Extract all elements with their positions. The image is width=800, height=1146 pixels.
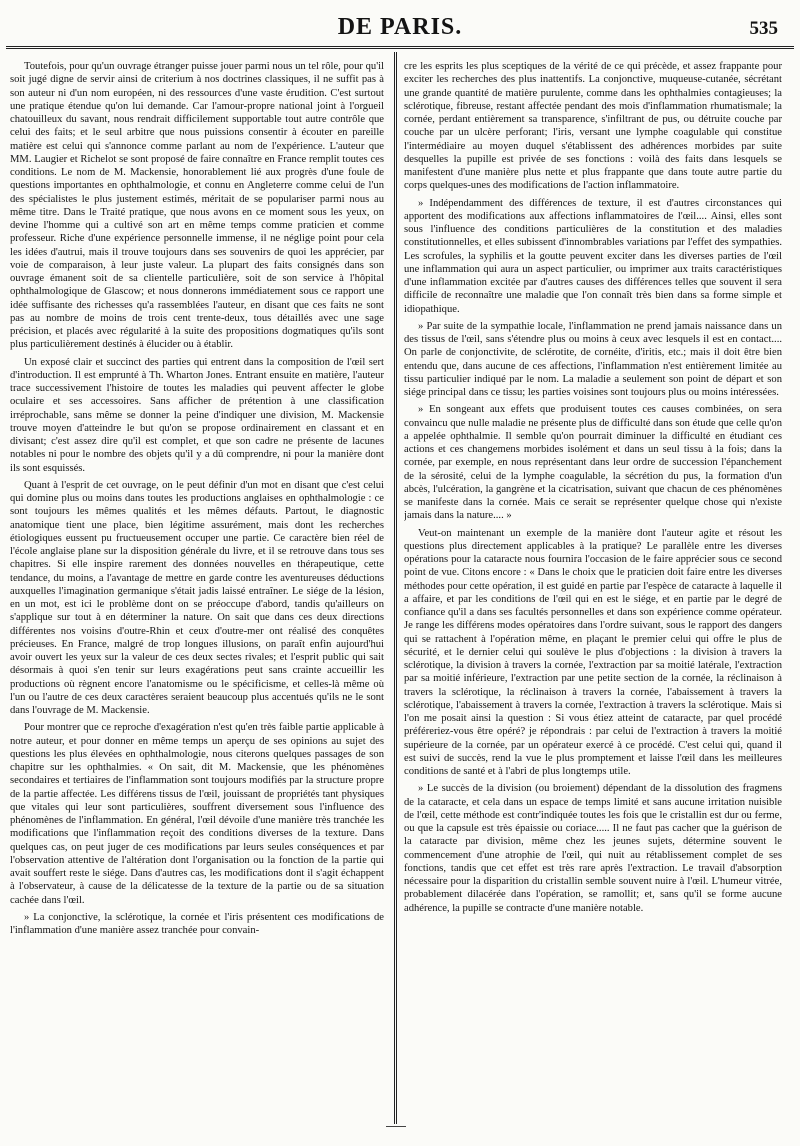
footer-rule bbox=[386, 1126, 406, 1127]
right-column bbox=[404, 60, 782, 1122]
paragraph: Quant à l'esprit de cet ouvrage, on le peut définir d'un mot en disant que c'est celui qui domine plus ou moins dans toutes les productions anglaises en ophthalmologie : ce sont toujours les mêmes qualités et les mêmes défauts. Partout, le diagnostic anatomique tient une place, bien légitime assurément, mais dont les recherches étiologiques eussent pu fructueusement occuper une partie. Ce caractère bien réel de l'école anglaise plane sur la disposition générale du livre, et il se retrouve dans tous ses chapitres. Si elle inspire rarement des données nouvelles en thérapeutique, cette tendance, du moins, a l'avantage de mettre en garde contre les aventureuses déductions auxquelles l'imagination germanique s'était jadis laissé entraîner. Le siége de la lésion, en un mot, est ici le problème dont on se préoccupe d'abord, tandis qu'ailleurs on s'applique sur tout à en déterminer la nature. On sait que dans ces deux directions différentes nos voisins d'outre-Rhin et ceux d'outre-mer ont réalisé des conquêtes précieuses. En France, malgré de trop longues illusions, on paraît enfin aujourd'hui avoir ouvert les yeux sur la valeur de ces deux sectes rivales; et l'esprit public qui sait désormais à quoi s'en tenir sur leurs exagérations peut sans crainte accueillir les productions où règnent encore l'anatomisme ou le spécificisme, et celles-là même où l'un ou l'autre de ces deux caractères seraient beaucoup plus accentués qu'ils ne le sont dans l'ouvrage de M. Mackensie. bbox=[10, 479, 384, 716]
paragraph: » Indépendamment des différences de texture, il est d'autres circonstances qui apportent des modifications aux affections inflammatoires de l'œil.... Ainsi, elles sont sous l'influence des conditions particulières de la constitution et des maladies constitutionnelles, et elles subissent d'innombrables variations par l'effet des sympathies. Les scrofules, la syphilis et la goutte peuvent exciter dans les diverses parties de l'œil une inflammation qui aura un aspect particulier, ou imprimer aux traits caractéristiques d'une inflammation excitée par d'autres causes des différences telles que souvent il sera difficile de reconnaître une maladie que l'on connaît très bien dans sa forme simple et idiopathique. bbox=[404, 197, 782, 315]
page-number: 535 bbox=[749, 18, 778, 39]
header-rule bbox=[6, 46, 794, 49]
paragraph: Veut-on maintenant un exemple de la manière dont l'auteur agite et résout les questions plus directement applicables à la pratique? Le parallèle entre les diverses opérations pour la cataracte nous fournira l'occasion de le faire apprécier sous ce second point de vue. Citons encore : « Dans le choix que le praticien doit faire entre les diverses méthodes pour cette opération, il est guidé en partie par l'espèce de cataracte à laquelle il a affaire, et par les conditions de l'œil qui en est le siége, et en partie par le degré de confiance qu'il a dans ses facultés personnelles et dans son expérience comme opérateur. Je range les différens modes opératoires dans l'ordre suivant, sous le rapport des dangers qui se rattachent à l'opération même, en plaçant le premier celui qui offre le plus de sécurité, et le dernier celui qui soulève le plus d'objections : la division à travers la sclérotique, la division à travers la cornée, l'extraction par sa moitié latérale, l'extraction par sa moitié inférieure, l'extraction par une petite section de la cornée, la réclinaison à travers la sclérotique, la réclinaison à travers la cornée, l'abaissement à travers la sclérotique, l'abaissement à travers la cornée, l'extraction à travers la sclérotique. Mais si l'on me posait ainsi la question : Si vous étiez atteint de cataracte, par quel procédé préféreriez-vous être opéré? je répondrais : par celui de l'extraction à travers la moitié supérieure de la cornée, par un opérateur exercé à ce procédé. C'est celui qui, quand il est suivi de succès, rend la vue le plus promptement et laisse l'œil dans les meilleures conditions de santé et à l'abri de plus longtemps utile. bbox=[404, 527, 782, 777]
paragraph: » En songeant aux effets que produisent toutes ces causes combinées, on sera convaincu que nulle maladie ne présente plus de difficulté dans son étude que celle qu'on a appelée ophthalmie. Il semble qu'on pourrait diminuer la difficulté en étudiant ces actions et ces changemens morbides isolément et dans un seul tissu à la fois; dans la cornée, par exemple, en nous représentant dans leur ordre de succession l'épanchement de la sérosité, celui de la lymphe coagulable, la sécrétion du pus, la formation d'un abcès, l'ulcération, la gangrène et la cicatrisation, suivant que chacun de ces phénomènes se manifeste dans la cornée. Mais ce serait se représenter quelque chose qui n'existe jamais dans la nature.... » bbox=[404, 404, 782, 522]
left-column bbox=[10, 60, 384, 1122]
paragraph: Un exposé clair et succinct des parties qui entrent dans la composition de l'œil sert d'introduction. Il est emprunté à Th. Wharton Jones. Entrant ensuite en matière, l'auteur trace successivement l'histoire de toutes les maladies qui peuvent affecter le globe oculaire et ses accessoires. Sans afficher de prétention à une classification irréprochable, sans même se donner la peine d'indiquer une division, M. Mackensie trouve moyen d'atteindre le but qu'on se propose ordinairement en classant et en divisant; c'est assez dire qu'il est complet, et que son cadre ne présente de lacunes notables ni pour le nombre des objets qu'il y a dû comprendre, ni pour la manière dont ils sont esquissés. bbox=[10, 356, 384, 474]
column-divider bbox=[394, 52, 397, 1124]
paragraph: » Par suite de la sympathie locale, l'inflammation ne prend jamais naissance dans un des tissus de l'œil, sans s'étendre plus ou moins à ceux avec lesquels il est en contact.... On parle de conjonctivite, de sclérotite, de cornéite, d'iritis, etc.; mais il doit être bien entendu que, dans aucune de ces affections, l'inflammation n'est entièrement limitée au tissu particulier indiqué par le nom. La maladie a seulement son point de départ et son siége principal dans ce tissu; les parties voisines sont toujours plus ou moins intéressées. bbox=[404, 320, 782, 398]
page-header bbox=[0, 0, 800, 60]
running-title: DE PARIS. bbox=[337, 14, 463, 40]
paragraph: » La conjonctive, la sclérotique, la cornée et l'iris présentent ces modifications de l'inflammation d'une manière assez tranchée pour convain- bbox=[10, 911, 384, 936]
paragraph: » Le succès de la division (ou broiement) dépendant de la dissolution des fragmens de la cataracte, et cela dans un espace de temps limité et sans aucune irritation nuisible de l'œil, cette méthode est contr'indiquée toutes les fois que le cristallin est dur ou ferme, ou que la capsule est très épaissie ou coriace..... Il ne faut pas cacher que la guérison de la cataracte par division, même chez les jeunes sujets, détermine souvent le commencement d'une atrophie de l'œil, qui nuit au rétablissement complet de ses fonctions, tandis que cet effet est très rare après l'extraction. Le travail d'absorption nécessaire pour la disparition du cristallin semble souvent nuire à l'œil. L'humeur vitrée, probablement dilacérée dans l'opération, se ramollit; et, sans qu'il se forme aucune adhérence, la pupille se contracte d'une manière notable. bbox=[404, 783, 782, 914]
paragraph: Toutefois, pour qu'un ouvrage étranger puisse jouer parmi nous un tel rôle, pour qu'il soit jugé digne de servir ainsi de criterium à nos doctrines classiques, il ne suffit pas à son auteur ni d'un nom européen, ni des ressources d'une vaste érudition. C'est surtout une pratique étendue qu'on lui demande. Car l'amour-propre national joint à l'orgueil chatouilleux du savant, nous rendrait difficilement supportable tout autre contrôle que celui des faits; et le seul arbitre que nous puissions consentir à écouter en pareille matière est celui qui s'annonce comme parlant au nom de l'expérience. L'auteur que MM. Laugier et Richelot se sont proposé de faire connaître en France remplit toutes ces conditions. Le nom de M. Mackensie, honorablement lié aux progrès d'une foule de questions importantes en ophthalmologie, et connu en Angleterre comme celui de l'un des spécialistes le plus justement estimés, méritait de se populariser parmi nous au même titre. Dans le Traité pratique, que nous avons en ce moment sous les yeux, on devine l'homme qui a cultivé son art en même temps comme praticien et comme professeur. Riche d'une expérience personnelle immense, il ne néglige point pour cela les idées d'autrui, mais il trouve toujours dans ses souvenirs de quoi les apprécier, par voie de comparaison, à leur juste valeur. La plupart des faits consignés dans son ouvrage émanent soit de sa clientelle particulière, soit de son service à l'hôpital ophthalmologique de Glascow; et nous donnerons immédiatement sous ce rapport une idée suffisante des richesses qu'a rassemblées l'auteur, en disant que ces faits ne sont pas au nombre de moins de trois cent trente-deux, tous détaillés avec une sage précision, et placés avec régularité à la suite des propositions dogmatiques qu'ils sont plus particulièrement destinés à élucider ou à établir. bbox=[10, 61, 384, 351]
paragraph: cre les esprits les plus sceptiques de la vérité de ce qui précède, et assez frappante pour exciter les recherches des plus inattentifs. La conjonctive, muqueuse-cutanée, sécrétant une grande quantité de matière purulente, comme dans les ophthalmies contagieuses; la sclérotique, fibreuse, restant affectée pendant des mois d'inflammation rhumatismale; la cornée, perdant entièrement sa transparence, s'infiltrant de pus, ou détruite couche par couche par un ulcère perforant; l'iris, versant une lymphe coagulable qui constitue l'intermédiaire au moyen duquel s'établissent des adhérences morbides par suite desquelles la pupille est privée de ses fonctions : voilà des faits dans lesquels se manifestent d'une manière plus nette et plus frappante que dans toute autre partie du corps quelques-unes des modifications de l'action inflammatoire. bbox=[404, 61, 782, 192]
paragraph: Pour montrer que ce reproche d'exagération n'est qu'en très faible partie applicable à notre auteur, et pour donner en même temps un aperçu de ses opinions au sujet des questions les plus élevées en ophthalmologie, nous citerons quelques passages de son chapitre sur les ophthalmies. « On sait, dit M. Mackensie, que les phénomènes secondaires et tertiaires de l'inflammation sont toujours modifiés par la structure propre de la partie affectée. Les différens tissus de l'œil, jouissant de propriétés tant physiques que vitales qui leur sont particulières, souffrent diversement sous l'influence des phénomènes de l'inflammation. En général, l'œil dévoile d'une manière très tranchée les modifications que l'inflammation reçoit des conditions diverses de la texture. Dans quelques cas, on peut juger de ces modifications par leurs seules conséquences et par l'observation attentive de l'altération dont l'organisation ou la fonction de la partie qui avait souffert reste le siége. Dans d'autres cas, les modifications dont il s'agit échappent à l'observateur, à cause de la délicatesse de la texture de la partie ou de sa situation cachée dans l'œil. bbox=[10, 722, 384, 906]
